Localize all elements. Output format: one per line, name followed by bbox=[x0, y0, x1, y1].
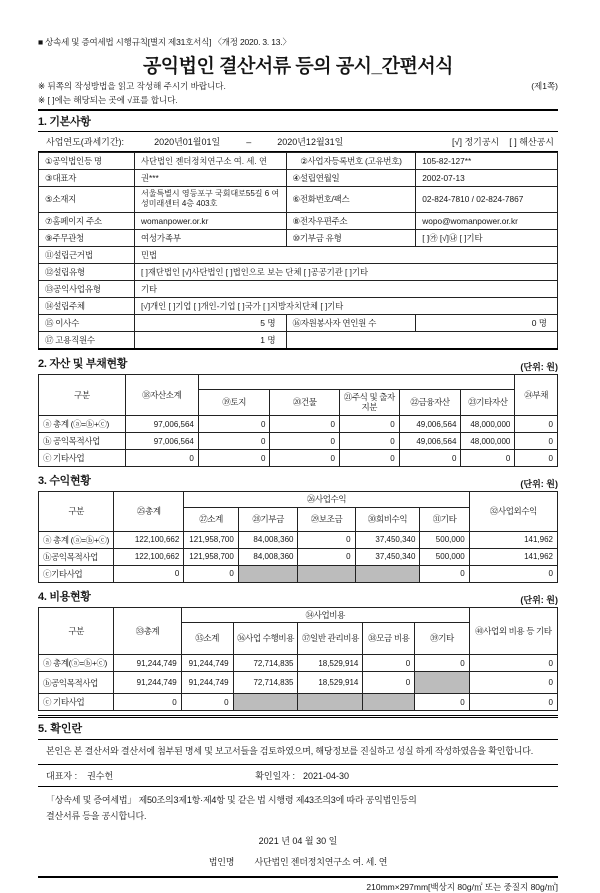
email-value: wopo@womanpower.or.kr bbox=[416, 212, 558, 229]
confirm-date-value: 2021-04-30 bbox=[302, 770, 350, 781]
founding-law-value: 민법 bbox=[135, 246, 558, 263]
table-row bbox=[39, 153, 558, 170]
cell-value: 0 bbox=[339, 433, 399, 450]
cell-value: 48,000,000 bbox=[461, 433, 515, 450]
cell-value: 0 bbox=[270, 433, 340, 450]
col-other-assets: ㉓기타자산 bbox=[461, 389, 515, 415]
disclosure-date: 2021 년 04 월 30 일 bbox=[258, 835, 338, 846]
org-name-label: 법인명 bbox=[208, 856, 235, 867]
legal-basis-text bbox=[38, 787, 558, 824]
volunteers-count-value: 0 명 bbox=[416, 314, 558, 331]
cell-value: 0 bbox=[298, 531, 355, 548]
cell-value: 0 bbox=[114, 694, 181, 711]
cell-value: 0 bbox=[363, 672, 415, 694]
form-title: 공익법인 결산서류 등의 공시_간편서식 bbox=[142, 56, 454, 77]
cell-value: 84,008,360 bbox=[238, 531, 298, 548]
cell-value: 18,529,914 bbox=[298, 655, 363, 672]
cell-value: 0 bbox=[399, 450, 461, 467]
cell-value: 0 bbox=[198, 416, 270, 433]
row-label: ⓐ 총계(ⓐ=ⓑ+ⓒ) bbox=[39, 655, 114, 672]
shaded-cell bbox=[298, 565, 355, 582]
shaded-cell bbox=[363, 694, 415, 711]
cell-value: 0 bbox=[415, 694, 469, 711]
paper-spec-footer: 210mm×297mm[백상지 80g/㎡ 또는 중질지 80g/㎡] bbox=[366, 881, 558, 892]
cell-value: 37,450,340 bbox=[355, 531, 420, 548]
registration-number-value: 105-82-127** bbox=[416, 153, 558, 170]
volunteers-count-label: ⑯자원봉사자 연인원 수 bbox=[286, 314, 416, 331]
expense-table bbox=[38, 607, 558, 712]
cell-value: 121,958,700 bbox=[184, 531, 238, 548]
shaded-cell bbox=[415, 672, 469, 694]
bottom-rule bbox=[38, 876, 558, 878]
col-membership-fees: ㉚회비수익 bbox=[355, 507, 420, 531]
establishment-date-label: ④설립연월일 bbox=[286, 170, 416, 187]
cell-value: 122,100,662 bbox=[114, 548, 184, 565]
row-label: ⓒ 기타사업 bbox=[39, 694, 114, 711]
org-name-label: ①공익법인등 명 bbox=[39, 153, 135, 170]
table-row bbox=[39, 672, 558, 694]
cell-value: 0 bbox=[420, 565, 469, 582]
section2-heading: 2. 자산 및 부채현황 bbox=[38, 357, 128, 370]
cell-value: 0 bbox=[114, 565, 184, 582]
business-year-row bbox=[38, 131, 558, 152]
period-end-date: 2020년12월31일 bbox=[277, 137, 344, 147]
representative-confirm-row bbox=[38, 764, 558, 787]
legal-basis-line1: 「상속세 및 증여세법」 제50조의3제1항·제4항 및 같은 법 시행령 제43조의3에 따라 공익법인등의 bbox=[46, 795, 417, 806]
table-row bbox=[39, 212, 558, 229]
table-row bbox=[39, 170, 558, 187]
col-other: ㊴기타 bbox=[415, 623, 469, 655]
table-header-row bbox=[39, 492, 558, 508]
table-row bbox=[39, 450, 558, 467]
cell-value: 141,962 bbox=[469, 548, 557, 565]
cell-value: 0 bbox=[339, 450, 399, 467]
cell-value: 0 bbox=[363, 655, 415, 672]
legal-basis-line2: 결산서류 등을 공시합니다. bbox=[46, 810, 147, 821]
revenue-table bbox=[38, 491, 558, 583]
employees-count-label: ⑰ 고용직원수 bbox=[39, 331, 135, 349]
cell-value: 18,529,914 bbox=[298, 672, 363, 694]
table-row bbox=[39, 433, 558, 450]
confirmation-statement: 본인은 본 결산서와 결산서에 첨부된 명세 및 보고서들을 검토하였으며, 해당정보를 진실하고 성실 하게 작성하였음을 확인합니다. bbox=[46, 746, 533, 757]
cell-value: 72,714,835 bbox=[233, 655, 298, 672]
confirm-date-label: 확인일자 : bbox=[255, 771, 295, 782]
col-admin-expense: ㊲일반 관리비용 bbox=[298, 623, 363, 655]
cell-value: 0 bbox=[184, 565, 238, 582]
cell-value: 48,000,000 bbox=[461, 416, 515, 433]
cell-value: 49,006,564 bbox=[399, 416, 461, 433]
row-label: ⓑ공익목적사업 bbox=[39, 548, 114, 565]
section4-heading-row bbox=[38, 583, 558, 607]
cell-value: 0 bbox=[461, 450, 515, 467]
address-label: ⑤소재지 bbox=[39, 187, 135, 213]
section5-heading: 5. 확인란 bbox=[38, 718, 558, 740]
cell-value: 0 bbox=[198, 433, 270, 450]
col-stocks: ㉑주식 및 출자지분 bbox=[339, 389, 399, 415]
row-label: ⓐ 총계 (ⓐ=ⓑ+ⓒ) bbox=[39, 531, 114, 548]
shaded-cell bbox=[298, 694, 363, 711]
authority-value: 여성가족부 bbox=[135, 229, 287, 246]
homepage-value: womanpower.or.kr bbox=[135, 212, 287, 229]
col-program-expense: ㊱사업 수행비용 bbox=[233, 623, 298, 655]
section2-heading-row bbox=[38, 350, 558, 374]
section4-unit: (단위: 원) bbox=[520, 594, 558, 605]
shaded-cell bbox=[238, 565, 298, 582]
cell-value: 0 bbox=[469, 672, 557, 694]
table-row bbox=[39, 280, 558, 297]
section4-heading: 4. 비용현황 bbox=[38, 590, 91, 603]
establishment-type-label: ⑫설립유형 bbox=[39, 263, 135, 280]
col-land: ⑲토지 bbox=[198, 389, 270, 415]
cell-value: 0 bbox=[515, 433, 558, 450]
table-row bbox=[39, 565, 558, 582]
cell-value: 91,244,749 bbox=[114, 672, 181, 694]
cell-value: 0 bbox=[125, 450, 198, 467]
period-dash: – bbox=[246, 136, 252, 147]
establishment-type-checkboxes: [ ]재단법인 [√]사단법인 [ ]법인으로 보는 단체 [ ]공공기관 [ ]기타 bbox=[135, 263, 558, 280]
col-total: ㉕총계 bbox=[114, 492, 184, 532]
col-gubun: 구분 bbox=[39, 374, 126, 415]
row-label: ⓒ기타사업 bbox=[39, 565, 114, 582]
cell-value: 72,714,835 bbox=[233, 672, 298, 694]
period-start-date: 2020년01월01일 bbox=[154, 137, 221, 147]
table-row bbox=[39, 187, 558, 213]
col-non-business-expense: ㊵사업외 비용 등 기타 bbox=[469, 607, 557, 655]
donation-type-label: ⑩기부금 유형 bbox=[286, 229, 416, 246]
row-label: ⓑ공익목적사업 bbox=[39, 672, 114, 694]
registration-number-label: ②사업자등록번호 (고유번호) bbox=[286, 153, 416, 170]
cell-value: 500,000 bbox=[420, 531, 469, 548]
cell-value: 0 bbox=[515, 416, 558, 433]
row-label: ⓒ 기타사업 bbox=[39, 450, 126, 467]
table-row bbox=[39, 314, 558, 331]
org-name-value: 사단법인 젠더정치연구소 여. 세. 연 bbox=[135, 153, 287, 170]
col-gubun: 구분 bbox=[39, 607, 114, 655]
row-label: ⓐ 총계 (ⓐ=ⓑ+ⓒ) bbox=[39, 416, 126, 433]
representative-name: 권수헌 bbox=[87, 771, 114, 782]
cell-value: 91,244,749 bbox=[114, 655, 181, 672]
col-subtotal: ㉟소계 bbox=[181, 623, 233, 655]
cell-value: 0 bbox=[270, 450, 340, 467]
directors-count-value: 5 명 bbox=[135, 314, 287, 331]
employees-count-value: 1 명 bbox=[135, 331, 287, 349]
dissolution-disclosure-checkbox: [ ] 해산공시 bbox=[509, 137, 554, 147]
instruction-line bbox=[38, 80, 558, 92]
establishment-date-value: 2002-07-13 bbox=[416, 170, 558, 187]
cell-value: 0 bbox=[339, 416, 399, 433]
asset-group-header bbox=[198, 374, 515, 389]
col-fundraising-expense: ㊳모금 비용 bbox=[363, 623, 415, 655]
table-header-row bbox=[39, 607, 558, 623]
representative-label: 대표자 : bbox=[46, 771, 78, 782]
business-expense-group-header: ㉞사업비용 bbox=[181, 607, 469, 623]
org-name-line bbox=[38, 855, 558, 868]
col-other: ㉛기타 bbox=[420, 507, 469, 531]
table-row bbox=[39, 331, 558, 349]
cell-value: 0 bbox=[515, 450, 558, 467]
cell-value: 0 bbox=[298, 548, 355, 565]
address-value: 서울특별시 영등포구 국회대로55길 6 여성미래센터 4층 403호 bbox=[135, 187, 287, 213]
cell-value: 97,006,564 bbox=[125, 433, 198, 450]
cell-value: 0 bbox=[181, 694, 233, 711]
instruction-note-1: ※ 뒤쪽의 작성방법을 읽고 작성해 주시기 바랍니다. bbox=[38, 81, 226, 91]
table-row bbox=[39, 229, 558, 246]
col-financial-assets: ㉒금융자산 bbox=[399, 389, 461, 415]
shaded-cell bbox=[355, 565, 420, 582]
table-row bbox=[39, 531, 558, 548]
col-total: ㉝총계 bbox=[114, 607, 181, 655]
cell-value: 91,244,749 bbox=[181, 672, 233, 694]
founding-law-label: ⑪설립근거법 bbox=[39, 246, 135, 263]
col-subtotal: ㉗소계 bbox=[184, 507, 238, 531]
cell-value: 91,244,749 bbox=[181, 655, 233, 672]
cell-value: 84,008,360 bbox=[238, 548, 298, 565]
section3-unit: (단위: 원) bbox=[520, 479, 558, 490]
shaded-cell bbox=[233, 694, 298, 711]
basic-info-table bbox=[38, 152, 558, 350]
org-name-value: 사단법인 젠더정치연구소 여. 세. 연 bbox=[254, 856, 388, 867]
table-row bbox=[39, 297, 558, 314]
cell-value: 0 bbox=[469, 694, 557, 711]
col-gubun: 구분 bbox=[39, 492, 114, 532]
empty-cell bbox=[286, 331, 557, 349]
col-donations: ㉘기부금 bbox=[238, 507, 298, 531]
table-row bbox=[39, 655, 558, 672]
business-year-label: 사업연도(과세기간): bbox=[46, 137, 125, 147]
table-header-row bbox=[39, 374, 558, 389]
cell-value: 500,000 bbox=[420, 548, 469, 565]
table-row bbox=[39, 263, 558, 280]
col-debt: ㉔부채 bbox=[515, 374, 558, 415]
cell-value: 97,006,564 bbox=[125, 416, 198, 433]
cell-value: 49,006,564 bbox=[399, 433, 461, 450]
page-marker: (제1쪽) bbox=[531, 81, 558, 91]
homepage-label: ⑦홈페이지 주소 bbox=[39, 212, 135, 229]
cell-value: 122,100,662 bbox=[114, 531, 184, 548]
instruction-note-2: ※ [ ]에는 해당되는 곳에 √표를 합니다. bbox=[38, 95, 178, 105]
business-revenue-group-header: ㉖사업수익 bbox=[184, 492, 469, 508]
phone-fax-label: ⑥전화번호/팩스 bbox=[286, 187, 416, 213]
cell-value: 121,958,700 bbox=[184, 548, 238, 565]
col-subsidies: ㉙보조금 bbox=[298, 507, 355, 531]
representative-label: ③대표자 bbox=[39, 170, 135, 187]
cell-value: 0 bbox=[469, 655, 557, 672]
regular-disclosure-checkbox: [√] 정기공시 bbox=[452, 137, 500, 147]
section1-heading: 1. 기본사항 bbox=[38, 109, 558, 131]
regulation-note: ■ 상속세 및 증여세법 시행규칙[별지 제31호서식] 〈개정 2020. 3. 13.〉 bbox=[38, 37, 291, 47]
email-label: ⑧전자우편주소 bbox=[286, 212, 416, 229]
public-service-type-value: 기타 bbox=[135, 280, 558, 297]
cell-value: 0 bbox=[198, 450, 270, 467]
donation-type-checkboxes: [ ]㉮ [√]㉯ [ ]기타 bbox=[416, 229, 558, 246]
cell-value: 141,962 bbox=[469, 531, 557, 548]
assets-table bbox=[38, 374, 558, 467]
table-row bbox=[39, 694, 558, 711]
table-row bbox=[39, 246, 558, 263]
section2-unit: (단위: 원) bbox=[520, 361, 558, 372]
col-asset-subtotal: ⑱자산소계 bbox=[125, 374, 198, 415]
section3-heading: 3. 수익현황 bbox=[38, 475, 91, 488]
col-non-business-revenue: ㉜사업외수익 bbox=[469, 492, 557, 532]
col-building: ⑳건물 bbox=[270, 389, 340, 415]
phone-fax-value: 02-824-7810 / 02-824-7867 bbox=[416, 187, 558, 213]
cell-value: 37,450,340 bbox=[355, 548, 420, 565]
table-row bbox=[39, 416, 558, 433]
section3-heading-row bbox=[38, 467, 558, 491]
founder-type-checkboxes: [√]개인 [ ]기업 [ ]개인-기업 [ ]국가 [ ]지방자치단체 [ ]기타 bbox=[135, 297, 558, 314]
authority-label: ⑨주무관청 bbox=[39, 229, 135, 246]
table-row bbox=[39, 548, 558, 565]
row-label: ⓑ 공익목적사업 bbox=[39, 433, 126, 450]
cell-value: 0 bbox=[415, 655, 469, 672]
directors-count-label: ⑮ 이사수 bbox=[39, 314, 135, 331]
founder-type-label: ⑭설립주체 bbox=[39, 297, 135, 314]
cell-value: 0 bbox=[469, 565, 557, 582]
representative-value: 권*** bbox=[135, 170, 287, 187]
cell-value: 0 bbox=[270, 416, 340, 433]
public-service-type-label: ⑬공익사업유형 bbox=[39, 280, 135, 297]
